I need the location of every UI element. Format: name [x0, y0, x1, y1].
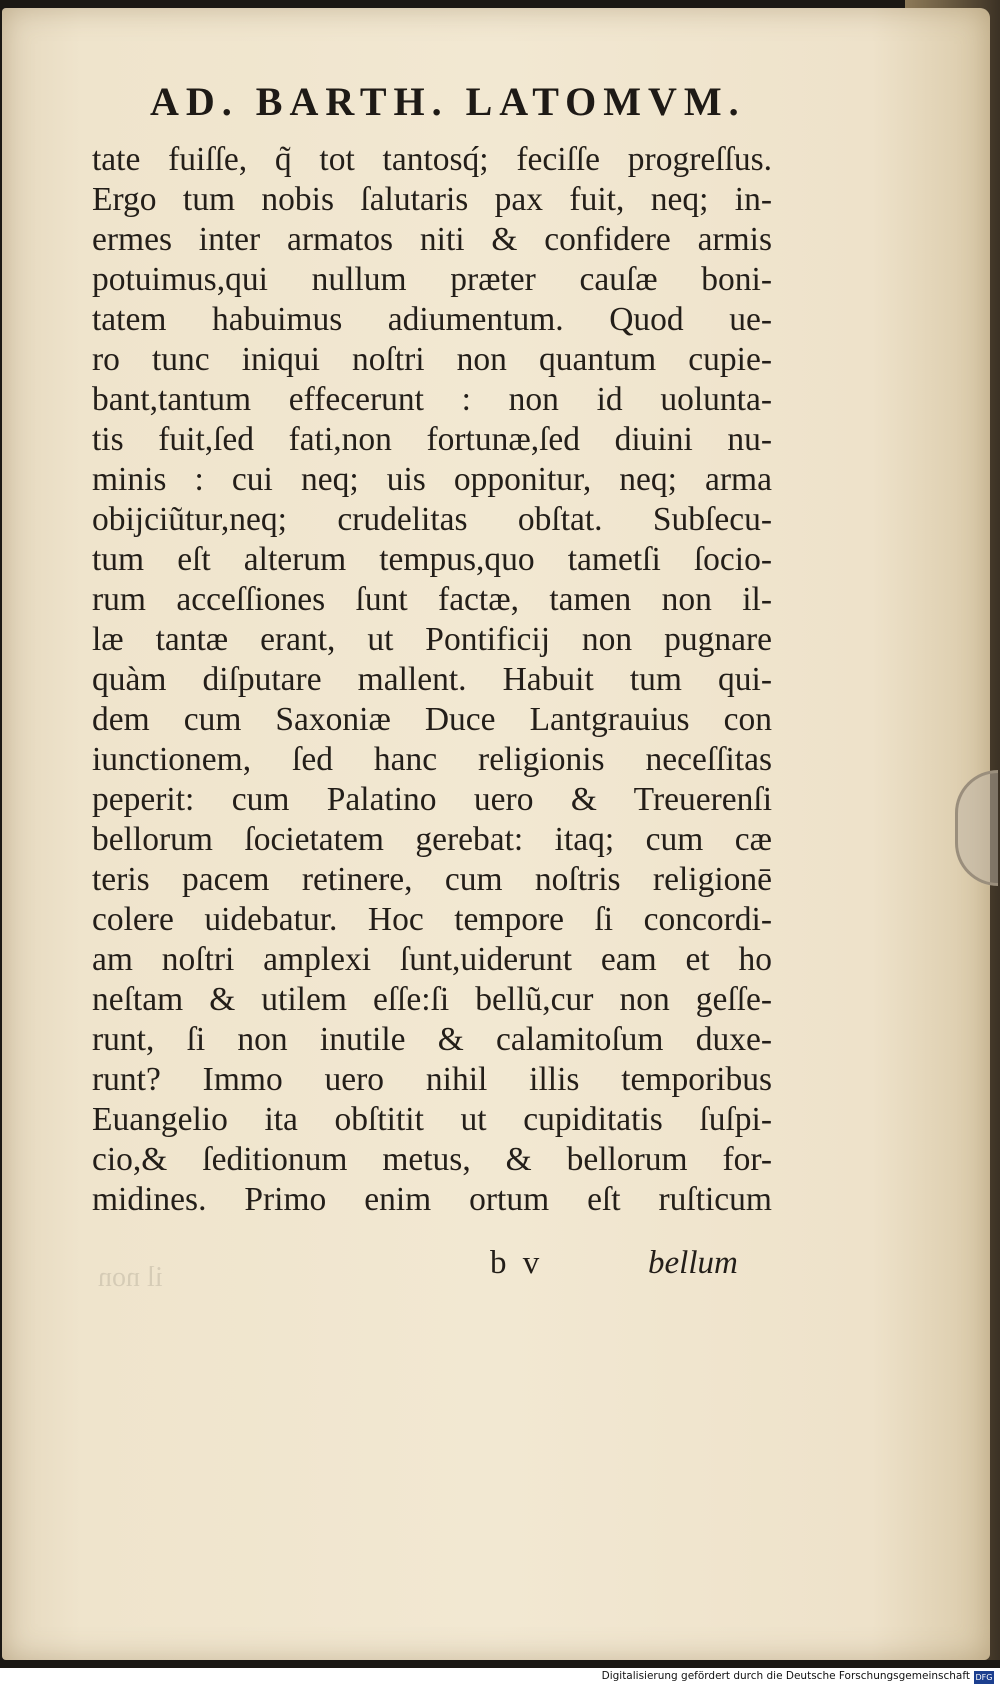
text-line: am noſtri amplexi ſunt,uiderunt eam et ho: [92, 941, 772, 978]
text-line: bant,tantum effecerunt : non id uolunta-: [92, 381, 772, 418]
text-line: teris pacem retinere, cum noſtris religionē: [92, 861, 772, 898]
text-line: midines. Primo enim ortum eſt ruſticum: [92, 1181, 772, 1218]
text-line: ermes inter armatos niti & confidere armis: [92, 221, 772, 258]
text-line: runt, ſi non inutile & calamitoſum duxe-: [92, 1021, 772, 1058]
running-head: AD. BARTH. LATOMVM.: [150, 79, 746, 124]
text-line: Euangelio ita obſtitit ut cupiditatis ſuſpi-: [92, 1101, 772, 1138]
text-line: cio,& ſeditionum metus, & bellorum for-: [92, 1141, 772, 1178]
signature-mark: b v: [490, 1245, 544, 1281]
funding-credit: Digitalisierung gefördert durch die Deutsche Forschungsgemeinschaft: [601, 1670, 970, 1682]
catchword: bellum: [648, 1245, 738, 1281]
text-line: tate fuiſſe, q̃ tot tantosq́; feciſſe progreſſus.: [92, 141, 772, 178]
text-line: tis fuit,ſed fati,non fortunæ,ſed diuini nu-: [92, 421, 772, 458]
text-line: potuimus,qui nullum præter cauſæ boni-: [92, 261, 772, 298]
text-line: Ergo tum nobis ſalutaris pax fuit, neq; in-: [92, 181, 772, 218]
text-line: læ tantæ erant, ut Pontificij non pugnare: [92, 621, 772, 658]
text-line: bellorum ſocietatem gerebat: itaq; cum cæ: [92, 821, 772, 858]
body-text: [92, 140, 772, 1220]
text-line: minis : cui neq; uis opponitur, neq; arma: [92, 461, 772, 498]
text-line: neſtam & utilem eſſe:ſi bellũ,cur non geſſe-: [92, 981, 772, 1018]
text-line: ro tunc iniqui noſtri non quantum cupie-: [92, 341, 772, 378]
text-line: runt? Immo uero nihil illis temporibus: [92, 1061, 772, 1098]
text-line: obijciũtur,neq; crudelitas obſtat. Subſecu-: [92, 501, 772, 538]
text-line: tum eſt alterum tempus,quo tametſi ſocio-: [92, 541, 772, 578]
text-line: peperit: cum Palatino uero & Treuerenſi: [92, 781, 772, 818]
text-line: dem cum Saxoniæ Duce Lantgrauius con: [92, 701, 772, 738]
text-line: iunctionem, ſed hanc religionis neceſſitas: [92, 741, 772, 778]
text-line: colere uidebatur. Hoc tempore ſi concordi-: [92, 901, 772, 938]
text-line: rum acceſſiones ſunt factæ, tamen non il-: [92, 581, 772, 618]
show-through-text: il non: [98, 1262, 163, 1293]
dfg-logo-icon: DFG: [975, 1673, 993, 1682]
text-line: quàm diſputare mallent. Habuit tum qui-: [92, 661, 772, 698]
text-line: tatem habuimus adiumentum. Quod ue-: [92, 301, 772, 338]
